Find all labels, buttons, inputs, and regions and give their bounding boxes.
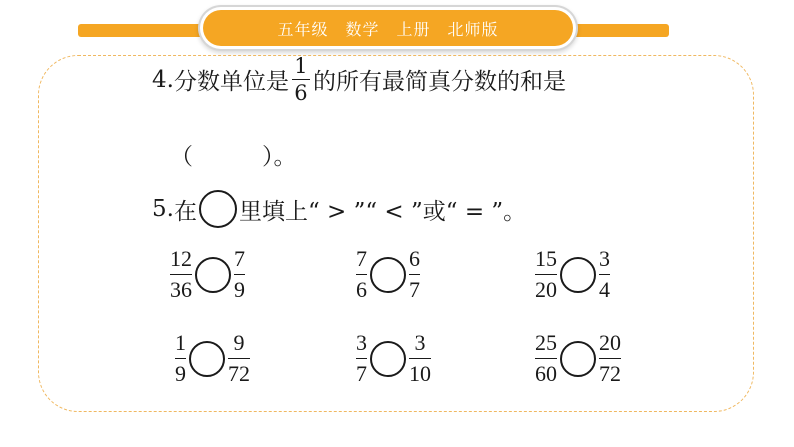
right-fraction bbox=[228, 331, 250, 386]
question-4-number: 4. bbox=[152, 66, 174, 93]
numerator: 3 bbox=[599, 246, 610, 271]
question-4-text-before: 分数单位是 bbox=[173, 69, 289, 96]
fraction-bar bbox=[292, 79, 310, 80]
fraction-bar bbox=[535, 274, 557, 275]
fraction-bar bbox=[599, 274, 610, 275]
numerator: 3 bbox=[414, 330, 426, 355]
question-4-text-after: 的所有最简真分数的和是 bbox=[312, 69, 566, 96]
comparison-answer-circle[interactable] bbox=[370, 341, 406, 377]
left-fraction bbox=[356, 331, 367, 386]
comparison-item-4 bbox=[175, 331, 250, 386]
denominator: 7 bbox=[356, 361, 367, 387]
denominator: 72 bbox=[228, 361, 250, 387]
numerator: 15 bbox=[535, 246, 557, 271]
numerator: 1 bbox=[175, 330, 186, 355]
comparison-item-5 bbox=[356, 331, 431, 386]
right-fraction bbox=[599, 331, 621, 386]
left-fraction bbox=[175, 331, 186, 386]
comparison-item-2 bbox=[356, 247, 420, 302]
numerator: 9 bbox=[233, 330, 245, 355]
denominator: 7 bbox=[409, 277, 420, 303]
right-fraction bbox=[409, 247, 420, 302]
comparison-answer-circle[interactable] bbox=[370, 257, 406, 293]
question-5 bbox=[152, 190, 526, 228]
numerator: 7 bbox=[234, 246, 245, 271]
denominator: 9 bbox=[175, 361, 186, 387]
header-bar-left bbox=[78, 24, 208, 37]
left-fraction bbox=[356, 247, 367, 302]
numerator: 6 bbox=[409, 246, 420, 271]
comparison-item-1 bbox=[170, 247, 245, 302]
header-title: 五年级 数学 上册 北师版 bbox=[277, 19, 499, 39]
fraction-bar bbox=[234, 274, 245, 275]
numerator: 25 bbox=[535, 330, 557, 355]
comparison-answer-circle[interactable] bbox=[560, 341, 596, 377]
comparison-answer-circle[interactable] bbox=[189, 341, 225, 377]
comparison-item-6 bbox=[535, 331, 621, 386]
fraction-bar bbox=[409, 358, 431, 359]
denominator: 60 bbox=[535, 361, 557, 387]
question-5-number: 5. bbox=[152, 196, 174, 222]
fraction-numerator: 1 bbox=[294, 54, 308, 78]
numerator: 7 bbox=[356, 246, 367, 271]
left-fraction bbox=[170, 247, 192, 302]
circle-icon bbox=[199, 190, 237, 228]
numerator: 12 bbox=[170, 246, 192, 271]
fraction-denominator: 6 bbox=[294, 81, 308, 106]
fraction-bar bbox=[356, 358, 367, 359]
left-fraction bbox=[535, 331, 557, 386]
denominator: 20 bbox=[535, 277, 557, 303]
fraction-bar bbox=[228, 358, 250, 359]
question-4-fraction bbox=[292, 55, 310, 104]
fraction-bar bbox=[409, 274, 420, 275]
right-fraction bbox=[409, 331, 431, 386]
denominator: 4 bbox=[599, 277, 610, 303]
fraction-bar bbox=[175, 358, 186, 359]
left-fraction bbox=[535, 247, 557, 302]
fraction-bar bbox=[535, 358, 557, 359]
question-4 bbox=[152, 55, 566, 104]
header-bar-right bbox=[573, 24, 669, 37]
comparison-answer-circle[interactable] bbox=[195, 257, 231, 293]
question-5-text-after: 里填上“ > ”“ < ”或“ = ”。 bbox=[238, 198, 527, 225]
fraction-bar bbox=[170, 274, 192, 275]
numerator: 3 bbox=[356, 330, 367, 355]
denominator: 36 bbox=[170, 277, 192, 303]
question-5-text-before: 在 bbox=[173, 198, 197, 225]
fraction-bar bbox=[599, 358, 621, 359]
comparison-answer-circle[interactable] bbox=[560, 257, 596, 293]
denominator: 72 bbox=[599, 361, 621, 387]
fraction-bar bbox=[356, 274, 367, 275]
comparison-item-3 bbox=[535, 247, 610, 302]
numerator: 20 bbox=[599, 330, 621, 355]
denominator: 6 bbox=[356, 277, 367, 303]
right-fraction bbox=[234, 247, 245, 302]
answer-blank[interactable]: （ ）。 bbox=[170, 144, 297, 170]
denominator: 10 bbox=[409, 361, 431, 387]
denominator: 9 bbox=[234, 277, 245, 303]
header-banner bbox=[203, 10, 573, 46]
question-4-answer-blank[interactable] bbox=[170, 138, 297, 171]
right-fraction bbox=[599, 247, 610, 302]
